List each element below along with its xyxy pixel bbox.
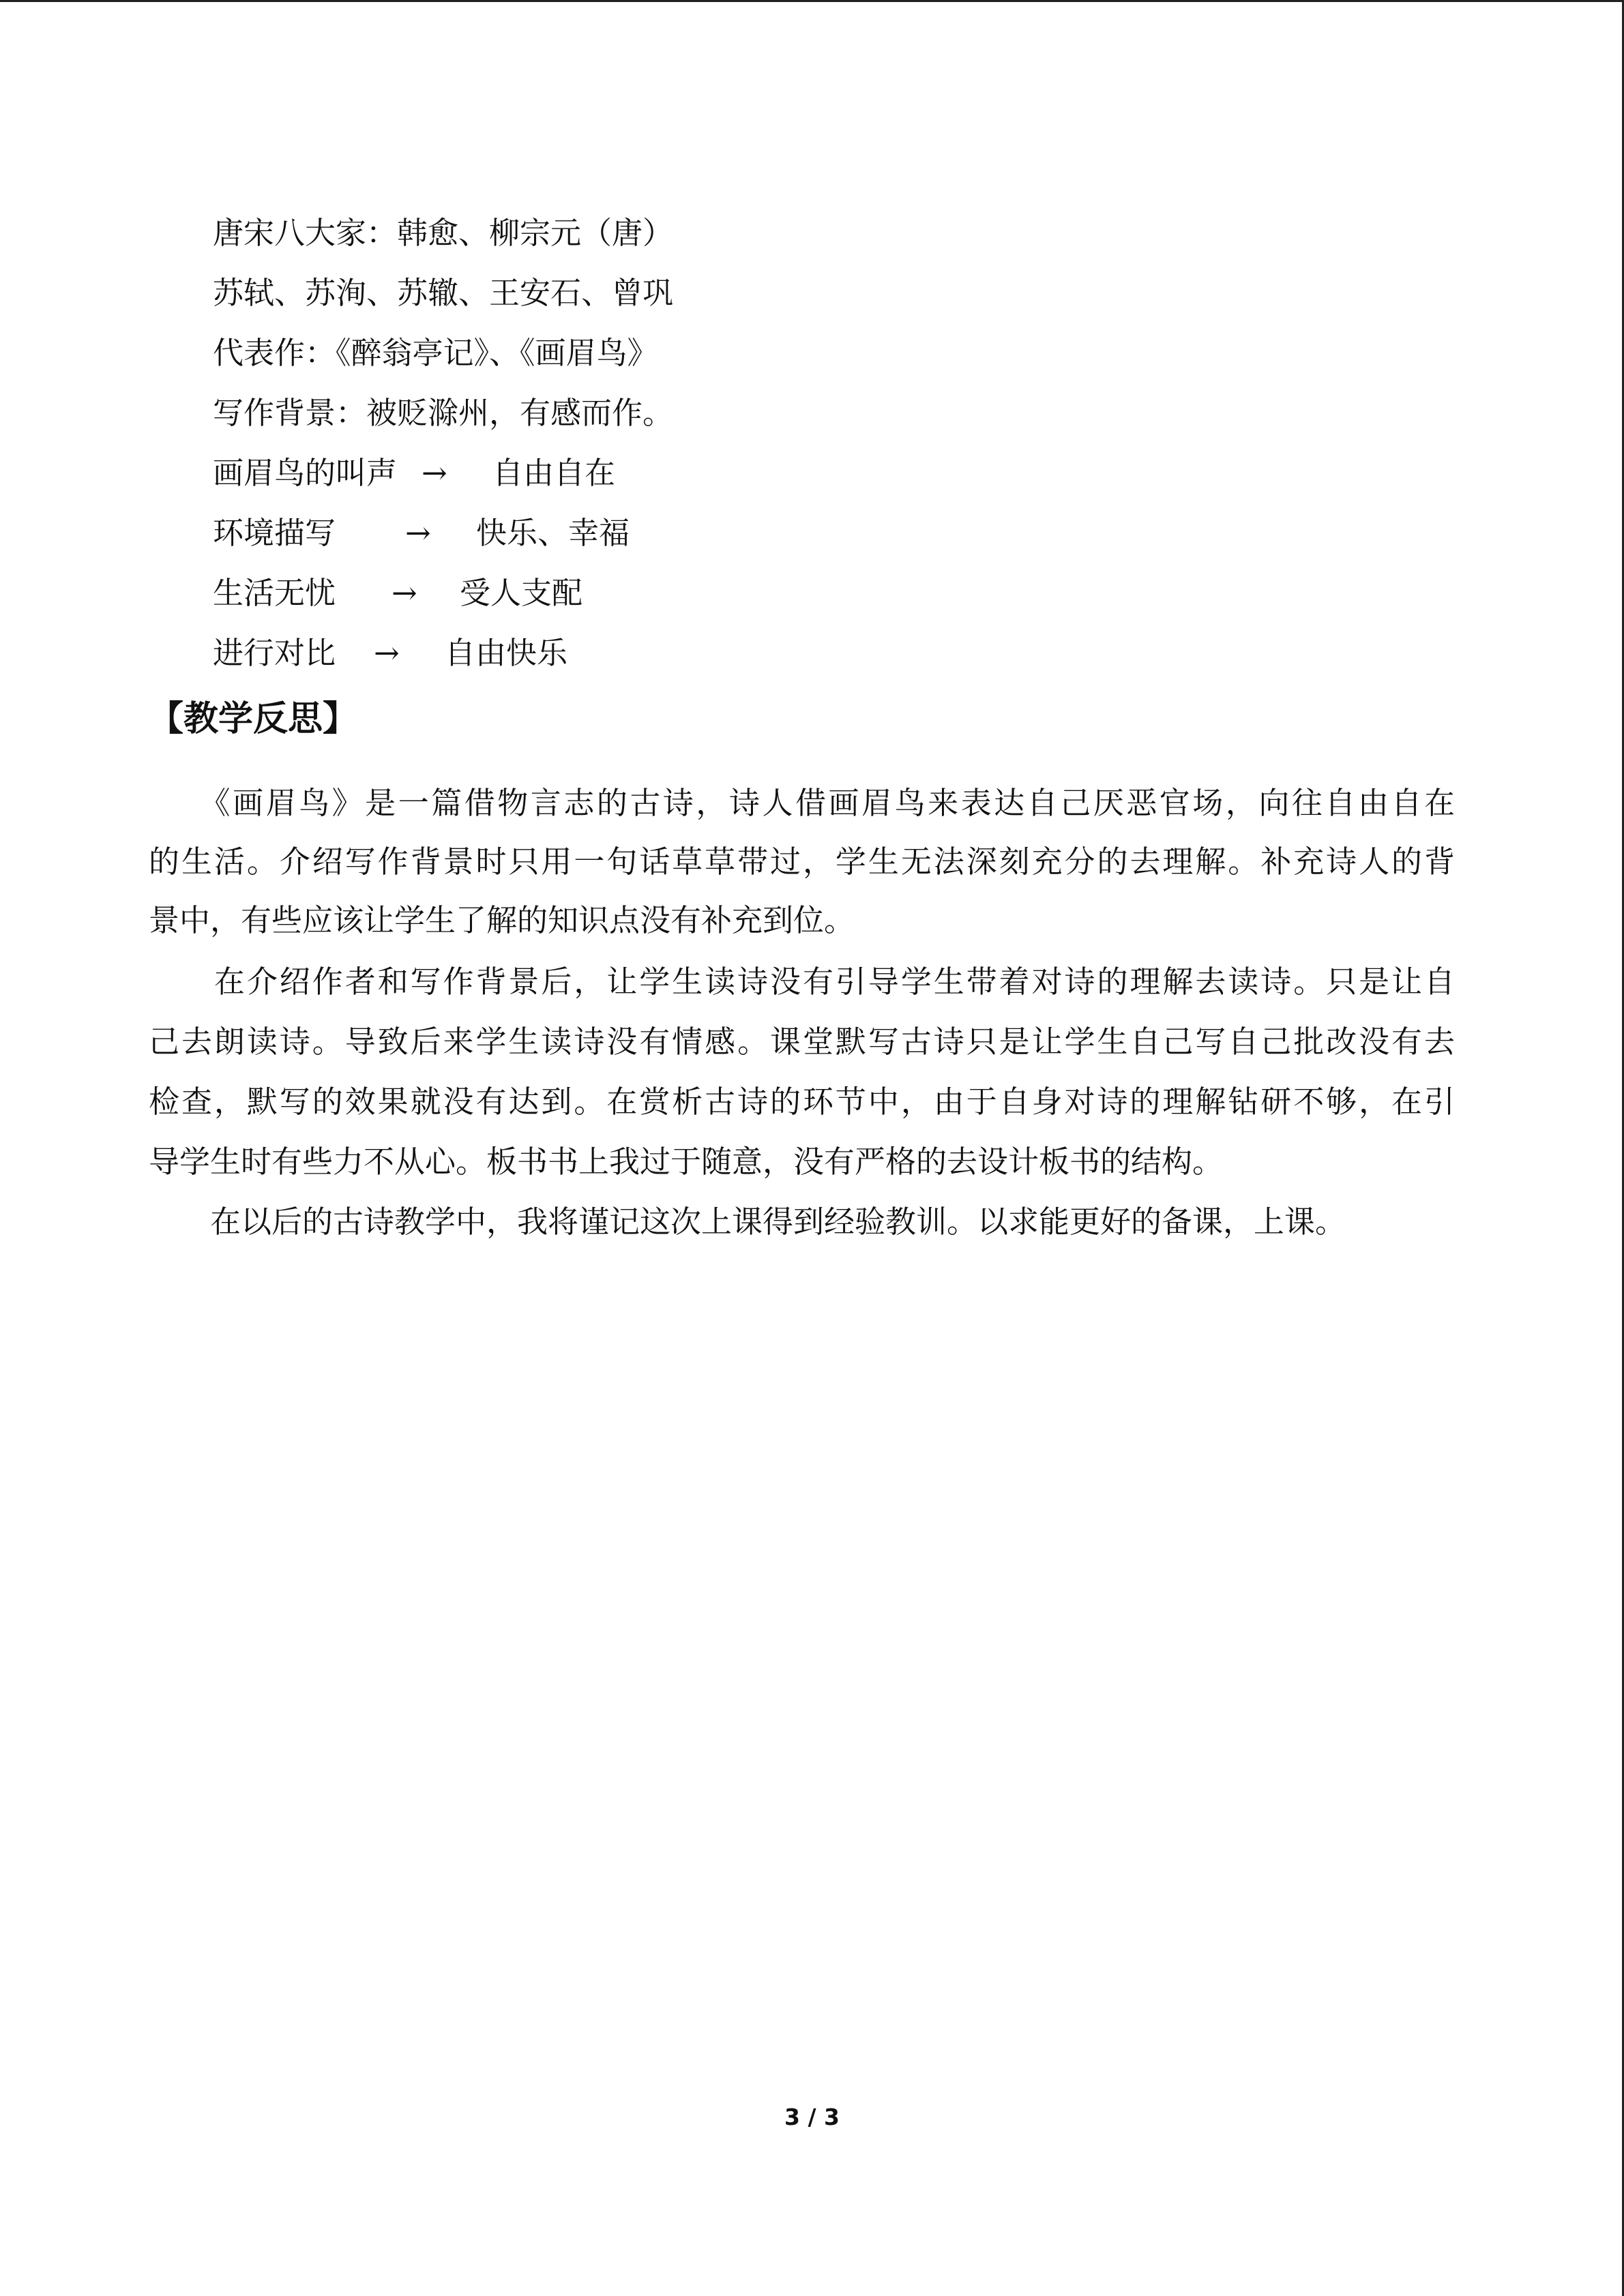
note-line: 唐宋八大家：韩愈、柳宗元（唐）: [213, 215, 674, 251]
arrow-icon: →: [392, 575, 417, 611]
board-row-right: 受人支配: [460, 575, 583, 611]
arrow-icon: →: [405, 515, 431, 551]
note-line: 代表作：《醉翁亭记》、《画眉鸟》: [213, 335, 658, 371]
paragraph-line: 检查，默写的效果就没有达到。在赏析古诗的环节中，由于自身对诗的理解钻研不够，在引: [149, 1084, 1455, 1120]
paragraph-line: 导学生时有些力不从心。板书书上我过于随意，没有严格的去设计板书的结构。: [149, 1144, 1224, 1180]
board-row-right: 自由快乐: [445, 635, 568, 671]
arrow-icon: →: [374, 635, 400, 671]
paragraph-line: 《画眉鸟》是一篇借物言志的古诗，诗人借画眉鸟来表达自己厌恶官场，向往自由自在: [149, 785, 1455, 821]
paragraph-line: 己去朗读诗。导致后来学生读诗没有情感。课堂默写古诗只是让学生自己写自己批改没有去: [149, 1024, 1455, 1060]
page-top-border: [0, 0, 1624, 2]
note-line: 苏轼、苏洵、苏辙、王安石、曾巩: [213, 275, 674, 311]
section-heading: 【教学反思】: [149, 699, 358, 739]
board-row-left: 环境描写: [213, 515, 336, 551]
paragraph-line: 的生活。介绍写作背景时只用一句话草草带过，学生无法深刻充分的去理解。补充诗人的背: [149, 844, 1455, 880]
paragraph-line: 在以后的古诗教学中，我将谨记这次上课得到经验教训。以求能更好的备课，上课。: [149, 1204, 1346, 1240]
board-row-left: 生活无忧: [213, 575, 336, 611]
note-line: 写作背景：被贬滁州，有感而作。: [213, 395, 674, 431]
board-row-left: 画眉鸟的叫声: [213, 455, 398, 491]
board-row-left: 进行对比: [213, 635, 336, 671]
board-row-right: 快乐、幸福: [476, 515, 630, 551]
arrow-icon: →: [422, 455, 447, 491]
paragraph-line: 景中，有些应该让学生了解的知识点没有补充到位。: [149, 902, 855, 938]
page-number: 3 / 3: [784, 2104, 840, 2130]
paragraph-line: 在介绍作者和写作背景后，让学生读诗没有引导学生带着对诗的理解去读诗。只是让自: [149, 964, 1455, 1000]
board-row-right: 自由自在: [492, 455, 616, 491]
